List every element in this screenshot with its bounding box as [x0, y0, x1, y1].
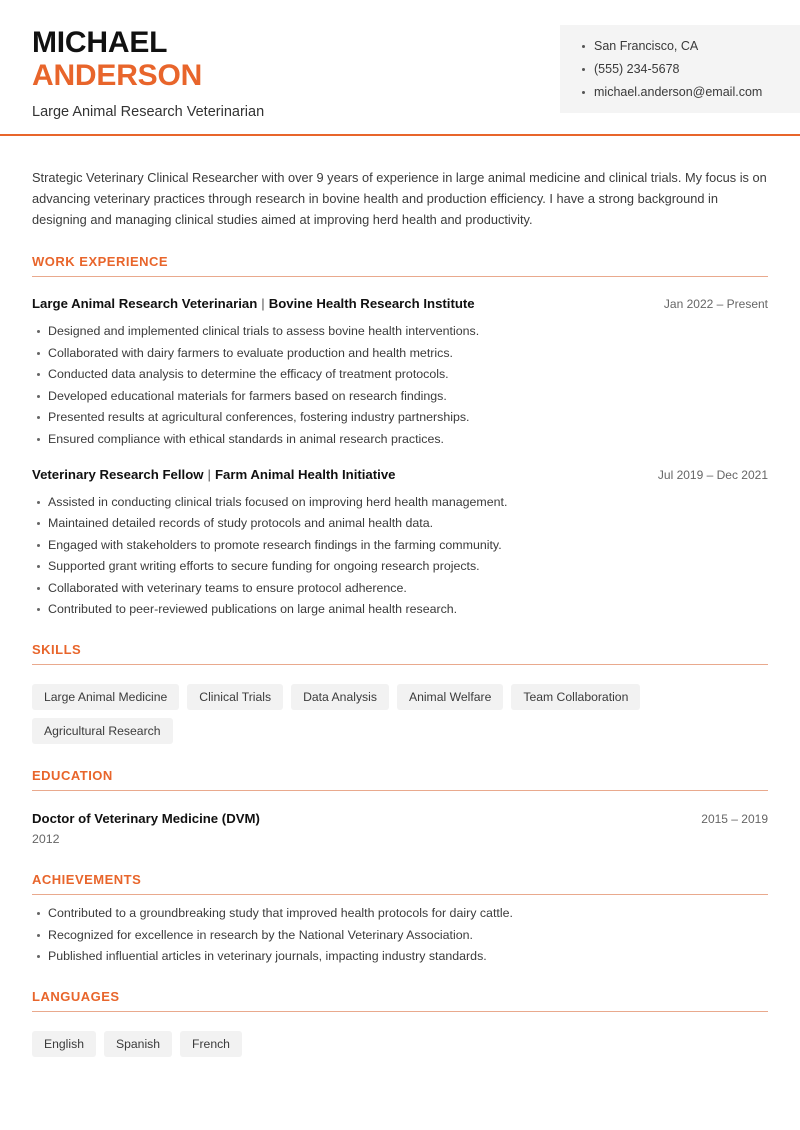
section-achievements [32, 872, 768, 965]
experience-bullets [32, 323, 768, 448]
language-tag: French [180, 1031, 242, 1057]
experience-role: Large Animal Research Veterinarian [32, 296, 258, 311]
contact-location: San Francisco, CA [582, 39, 790, 54]
achievement-item: Recognized for excellence in research by the National Veterinary Association. [32, 927, 768, 944]
experience-organization: Farm Animal Health Initiative [214, 466, 396, 482]
section-languages [32, 989, 768, 1057]
experience-title-line [32, 295, 475, 312]
skill-tag: Team Collaboration [511, 684, 640, 710]
section-title-achievements: ACHIEVEMENTS [32, 872, 142, 887]
section-title-skills: SKILLS [32, 642, 82, 657]
education-degree: Doctor of Veterinary Medicine (DVM) [32, 811, 260, 826]
language-tag: Spanish [104, 1031, 172, 1057]
education-date: 2015 – 2019 [701, 812, 768, 826]
experience-bullet: Conducted data analysis to determine the efficacy of treatment protocols. [32, 366, 768, 383]
section-work-experience [32, 254, 768, 618]
experience-entry [32, 466, 768, 619]
section-skills [32, 642, 768, 744]
section-divider [32, 664, 768, 665]
experience-bullet: Collaborated with veterinary teams to ensure protocol adherence. [32, 580, 768, 597]
resume-header [0, 0, 800, 135]
first-name: MICHAEL [32, 26, 168, 59]
education-detail: 2012 [32, 832, 60, 846]
resume-body [0, 167, 800, 1057]
languages-tag-row [32, 1031, 768, 1057]
section-education [32, 768, 768, 848]
experience-organization: Bovine Health Research Institute [268, 296, 475, 311]
experience-role: Veterinary Research Fellow [32, 466, 204, 482]
skill-tag: Agricultural Research [32, 718, 173, 744]
skill-tag: Animal Welfare [397, 684, 503, 710]
contact-email: michael.anderson@email.com [582, 85, 790, 100]
job-title: Large Animal Research Veterinarian [32, 104, 265, 120]
experience-bullet: Assisted in conducting clinical trials focused on improving herd health management. [32, 494, 768, 511]
skill-tag: Large Animal Medicine [32, 684, 179, 710]
experience-bullets [32, 494, 768, 619]
experience-bullet: Supported grant writing efforts to secure funding for ongoing research projects. [32, 558, 768, 575]
experience-bullet: Designed and implemented clinical trials to assess bovine health interventions. [32, 323, 768, 340]
experience-date: Jul 2019 – Dec 2021 [657, 467, 768, 482]
skills-tag-row [32, 684, 768, 744]
section-title-work-experience: WORK EXPERIENCE [32, 254, 169, 269]
professional-summary: Strategic Veterinary Clinical Researcher with over 9 years of experience in large animal medicine and clinical trials. My focus is on advancing veterinary practices through research in bovine health and production efficiency. I have a strong background in designing and managing clinical studies aimed at improving herd health and productivity. [32, 170, 767, 227]
experience-entry-header [32, 466, 768, 484]
experience-bullet: Ensured compliance with ethical standards in animal research practices. [32, 431, 768, 448]
education-entry-header [32, 810, 768, 827]
section-title-languages: LANGUAGES [32, 989, 120, 1004]
title-separator: | [207, 466, 211, 482]
experience-date: Jan 2022 – Present [663, 297, 768, 311]
identity-block [32, 26, 264, 121]
header-divider [0, 134, 800, 136]
contact-list [582, 39, 790, 100]
section-divider [32, 790, 768, 791]
last-name: ANDERSON [32, 59, 203, 92]
experience-entry-header [32, 295, 768, 313]
achievement-item: Contributed to a groundbreaking study that improved health protocols for dairy cattle. [32, 905, 768, 922]
contact-phone: (555) 234-5678 [582, 62, 790, 77]
achievements-list [32, 905, 768, 965]
experience-title-line [32, 466, 396, 483]
education-entry [32, 810, 768, 848]
section-divider [32, 276, 768, 277]
section-divider [32, 1011, 768, 1012]
experience-entry [32, 295, 768, 448]
title-separator: | [261, 296, 265, 311]
language-tag: English [32, 1031, 96, 1057]
experience-bullet: Contributed to peer-reviewed publications on large animal health research. [32, 601, 768, 618]
skill-tag: Clinical Trials [187, 684, 283, 710]
section-divider [32, 894, 768, 895]
section-title-education: EDUCATION [32, 768, 113, 783]
skill-tag: Data Analysis [291, 684, 389, 710]
experience-bullet: Collaborated with dairy farmers to evaluate production and health metrics. [32, 345, 768, 362]
experience-bullet: Maintained detailed records of study protocols and animal health data. [32, 515, 768, 532]
achievement-item: Published influential articles in veterinary journals, impacting industry standards. [32, 948, 768, 965]
experience-bullet: Developed educational materials for farmers based on research findings. [32, 388, 768, 405]
contact-box [560, 25, 800, 113]
experience-bullet: Engaged with stakeholders to promote research findings in the farming community. [32, 537, 768, 554]
experience-bullet: Presented results at agricultural conferences, fostering industry partnerships. [32, 409, 768, 426]
